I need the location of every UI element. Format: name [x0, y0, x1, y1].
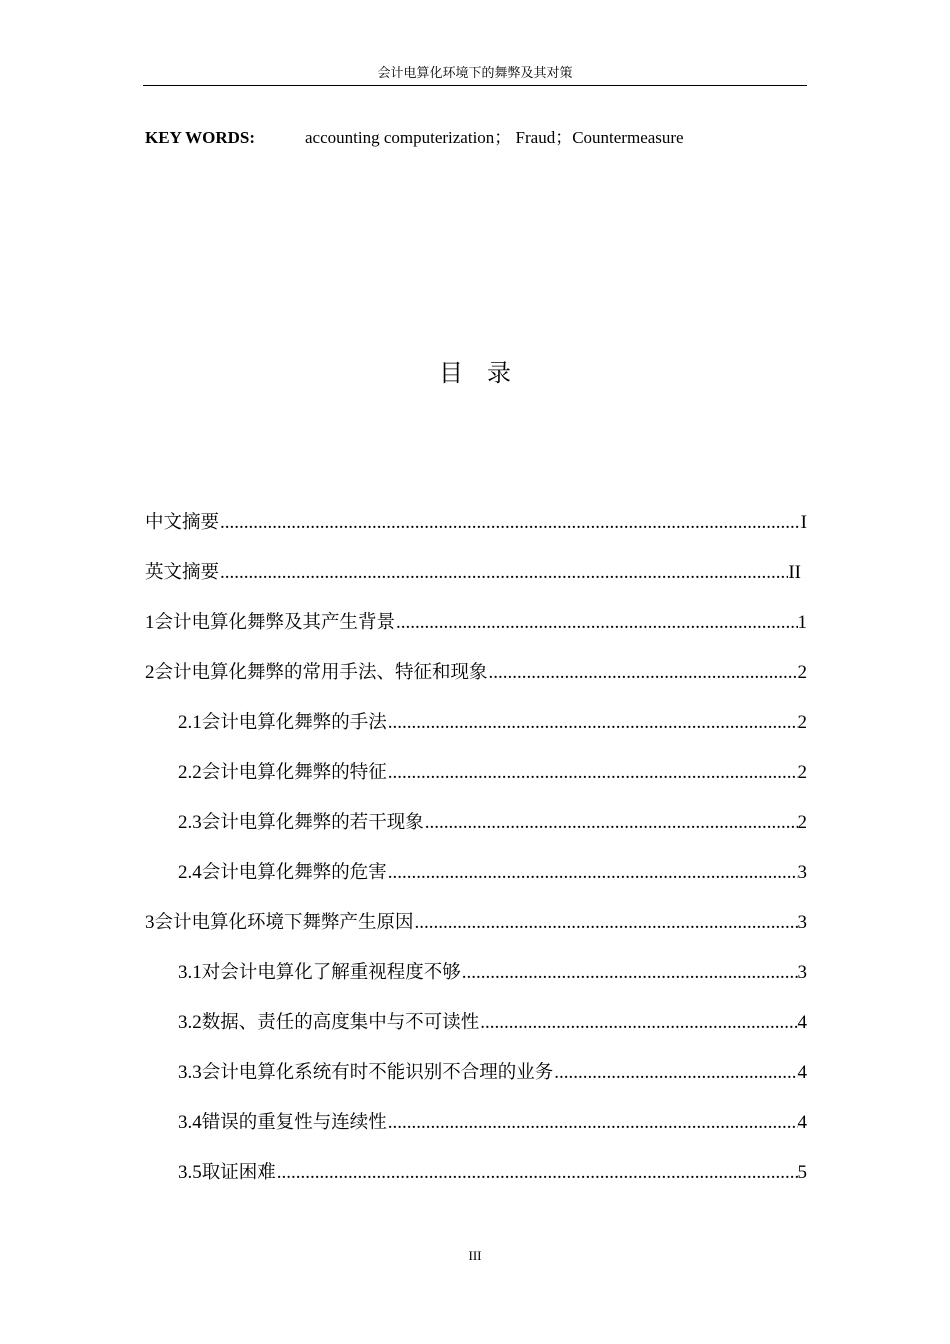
toc-entry-section-3[interactable]: [145, 908, 807, 958]
toc-section-number: 3.1: [178, 962, 202, 983]
dot-leader: [219, 558, 788, 588]
dot-leader: [387, 858, 798, 888]
toc-page-number: 1: [797, 612, 807, 633]
keywords-label: KEY WORDS:: [145, 128, 256, 147]
toc-entry-section-1[interactable]: [145, 608, 807, 658]
toc-section-number: 2.4: [178, 862, 202, 883]
english-keywords: [145, 127, 684, 149]
toc-entry-text: 英文摘要: [145, 562, 220, 583]
dot-leader: [414, 908, 798, 938]
toc-page-number: I: [800, 512, 807, 533]
toc-entry-section-3-3[interactable]: [145, 1058, 807, 1108]
toc-entry-text: 会计电算化舞弊及其产生背景: [154, 612, 396, 633]
header-rule: [143, 85, 807, 86]
toc-page-number: 3: [797, 912, 807, 933]
toc-entry-text: 会计电算化环境下舞弊产生原因: [154, 912, 414, 933]
dot-leader: [424, 808, 798, 838]
toc-entry-english-abstract[interactable]: [145, 558, 807, 608]
toc-entry-text: 数据、责任的高度集中与不可读性: [201, 1012, 480, 1033]
toc-section-number: 2.3: [178, 812, 202, 833]
toc-section-number: 3.5: [178, 1162, 202, 1183]
toc-entry-text: 会计电算化舞弊的特征: [201, 762, 387, 783]
dot-leader: [461, 958, 798, 988]
toc-title: 目录: [439, 359, 535, 387]
running-header: 会计电算化环境下的舞弊及其对策: [377, 66, 573, 81]
toc-entry-text: 中文摘要: [145, 512, 220, 533]
toc-entry-section-3-1[interactable]: [145, 958, 807, 1008]
toc-page-number: 2: [797, 712, 807, 733]
toc-page-number: 4: [797, 1012, 807, 1033]
toc-section-number: 2: [145, 662, 155, 683]
table-of-contents: [145, 508, 807, 1208]
dot-leader: [387, 758, 798, 788]
toc-entry-text: 会计电算化舞弊的危害: [201, 862, 387, 883]
dot-leader: [219, 508, 801, 538]
toc-section-number: 3.2: [178, 1012, 202, 1033]
toc-section-number: 3: [145, 912, 155, 933]
toc-entry-section-2-1[interactable]: [145, 708, 807, 758]
toc-page-number: 3: [797, 962, 807, 983]
toc-entry-text: 会计电算化舞弊的常用手法、特征和现象: [154, 662, 488, 683]
dot-leader: [553, 1058, 797, 1088]
dot-leader: [479, 1008, 797, 1038]
toc-page-number: 3: [797, 862, 807, 883]
toc-section-number: 3.3: [178, 1062, 202, 1083]
toc-section-number: 3.4: [178, 1112, 202, 1133]
toc-page-number: 4: [797, 1112, 807, 1133]
toc-section-number: 2.2: [178, 762, 202, 783]
toc-entry-chinese-abstract[interactable]: [145, 508, 807, 558]
toc-entry-section-2-2[interactable]: [145, 758, 807, 808]
toc-entry-section-3-5[interactable]: [145, 1158, 807, 1208]
toc-page-number: 2: [797, 662, 807, 683]
toc-page-number: 4: [797, 1062, 807, 1083]
toc-entry-section-2[interactable]: [145, 658, 807, 708]
dot-leader: [387, 1108, 798, 1138]
toc-section-number: 1: [145, 612, 155, 633]
toc-entry-section-2-4[interactable]: [145, 858, 807, 908]
toc-entry-text: 会计电算化舞弊的若干现象: [201, 812, 424, 833]
toc-entry-text: 对会计电算化了解重视程度不够: [201, 962, 461, 983]
toc-page-number: 2: [797, 762, 807, 783]
dot-leader: [488, 658, 798, 688]
toc-entry-text: 会计电算化舞弊的手法: [201, 712, 387, 733]
toc-entry-section-3-2[interactable]: [145, 1008, 807, 1058]
toc-entry-text: 取证困难: [201, 1162, 276, 1183]
dot-leader: [395, 608, 797, 638]
keywords-text: accounting computerization； Fraud；Countermeasure: [305, 128, 684, 147]
toc-page-number: 5: [797, 1162, 807, 1183]
toc-page-number: II: [788, 562, 801, 583]
toc-page-number: 2: [797, 812, 807, 833]
toc-section-number: 2.1: [178, 712, 202, 733]
toc-entry-section-3-4[interactable]: [145, 1108, 807, 1158]
toc-entry-section-2-3[interactable]: [145, 808, 807, 858]
toc-entry-text: 错误的重复性与连续性: [201, 1112, 387, 1133]
page-number-footer: III: [468, 1248, 482, 1263]
toc-entry-text: 会计电算化系统有时不能识别不合理的业务: [201, 1062, 554, 1083]
dot-leader: [387, 708, 798, 738]
dot-leader: [276, 1158, 798, 1188]
